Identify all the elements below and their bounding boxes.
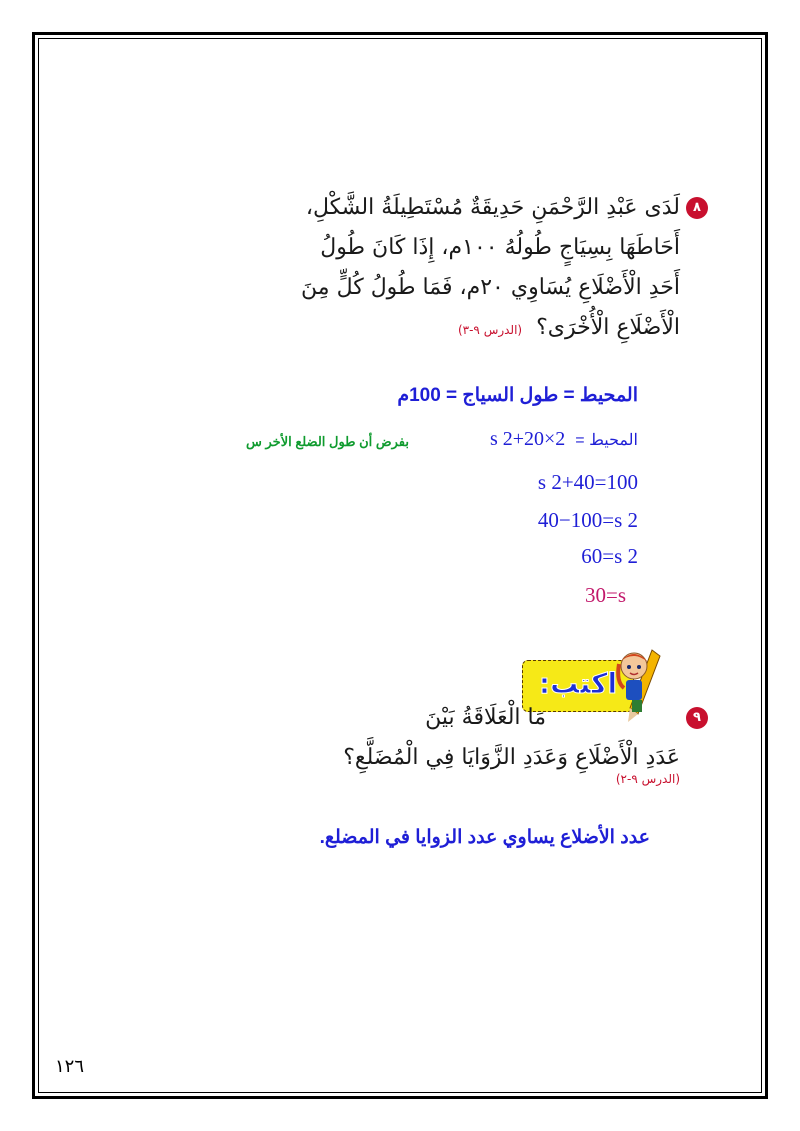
lesson-reference-9: (الدرس ٩-٢) bbox=[615, 772, 680, 786]
perimeter-formula-row bbox=[490, 428, 638, 451]
write-banner-text: اكتب: bbox=[538, 667, 618, 700]
equation-step-1: s 2+40=100 bbox=[537, 470, 638, 494]
equation-step-3: 60=s 2 bbox=[581, 544, 638, 568]
equation-step-2: 40−100=s 2 bbox=[537, 508, 638, 532]
q8-text-2: أَحَاطَهَا بِسِيَاجٍ طُولُهُ ١٠٠م، إِذَا كَانَ طُولُ bbox=[320, 235, 680, 260]
answer-9: عدد الأضلاع يساوي عدد الزوايا في المضلع. bbox=[319, 827, 650, 848]
question-8-line-2 bbox=[238, 228, 680, 268]
question-8-line-1 bbox=[238, 188, 708, 228]
q9-text-1: مَا الْعَلَاقَةُ بَيْنَ bbox=[425, 705, 546, 730]
question-8-line-4 bbox=[238, 308, 680, 350]
perimeter-formula: s 2+20×2 bbox=[489, 428, 566, 450]
question-9-line-1 bbox=[238, 698, 708, 738]
perimeter-heading: المحيط = طول السياج = 100م bbox=[397, 385, 638, 406]
q8-text-3: أَحَدِ الْأَضْلَاعِ يُسَاوِي ٢٠م، فَمَا طُولُ كُلٍّ مِنَ bbox=[301, 275, 680, 300]
q8-text-4: الْأَضْلَاعِ الْأُخْرَى؟ bbox=[536, 315, 680, 340]
question-number-badge-9: ٩ bbox=[686, 707, 708, 729]
question-8-line-3 bbox=[238, 268, 680, 308]
q8-text-1: لَدَى عَبْدِ الرَّحْمَنِ حَدِيقَةٌ مُسْتَطِيلَةُ الشَّكْلِ، bbox=[305, 195, 680, 220]
question-8 bbox=[238, 188, 708, 350]
q9-text-2: عَدَدِ الْأَضْلَاعِ وَعَدَدِ الزَّوَايَا فِي الْمُضَلَّعِ؟ bbox=[343, 745, 680, 770]
assumption-note: بفرض أن طول الضلع الأخر س bbox=[246, 434, 409, 449]
lesson-reference: (الدرس ٩-٣) bbox=[457, 323, 523, 337]
perimeter-label: المحيط = bbox=[575, 432, 638, 449]
question-number-badge: ٨ bbox=[686, 197, 708, 219]
question-9 bbox=[238, 698, 708, 786]
page-number: ١٢٦ bbox=[55, 1056, 85, 1077]
final-answer-step: 30=s bbox=[584, 583, 626, 607]
